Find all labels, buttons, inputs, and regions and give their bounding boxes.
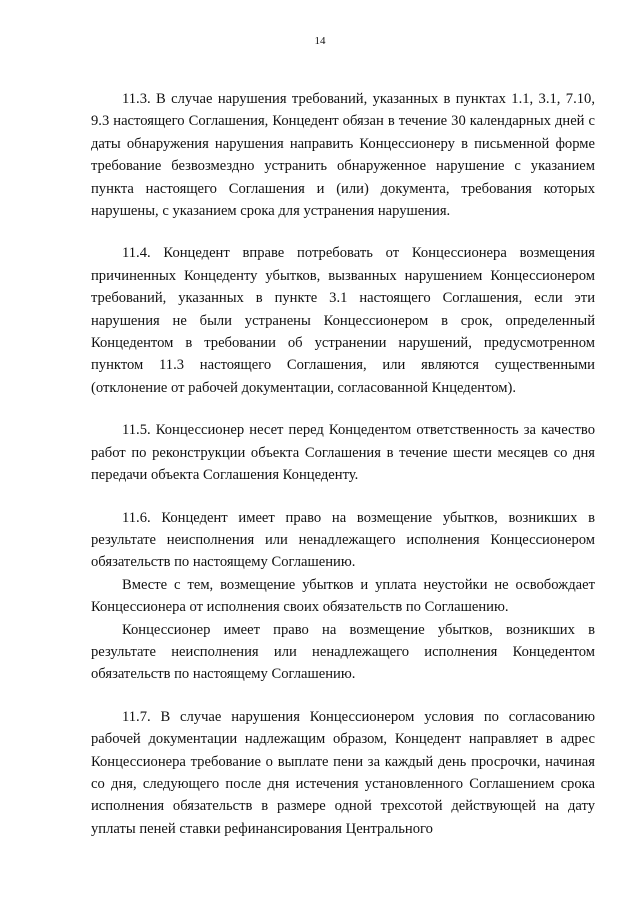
document-body [91,88,595,840]
page-number: 14 [314,35,326,47]
paragraph-11-3: 11.3. В случае нарушения требований, указанных в пунктах 1.1, 3.1, 7.10, 9.3 настоящего Соглашения, Концедент обязан в течение 30 календарных дней с даты обнаружения нарушения направить Концессионеру в письменной форме требование безвозмездно устранить обнаруженное нарушение с указанием пункта настоящего Соглашения и (или) документа, требования которых нарушены, с указанием срока для устранения нарушения. [91,91,595,220]
paragraph-11-5: 11.5. Концессионер несет перед Концедентом ответственность за качество работ по реконструкции объекта Соглашения в течение шести месяцев со дня передачи объекта Соглашения Концеденту. [91,422,595,484]
paragraph-11-6-continuation-2: Концессионер имеет право на возмещение убытков, возникших в результате неисполнения или ненадлежащего исполнения Концедентом обязательств по настоящему Соглашению. [91,621,595,683]
paragraph-11-6: 11.6. Концедент имеет право на возмещение убытков, возникших в результате неисполнения или ненадлежащего исполнения Концессионером обязательств по настоящему Соглашению. [91,509,595,571]
paragraph-11-6-continuation-1: Вместе с тем, возмещение убытков и уплата неустойки не освобождает Концессионера от исполнения своих обязательств по Соглашению. [91,576,595,616]
paragraph-11-7: 11.7. В случае нарушения Концессионером условия по согласованию рабочей документации надлежащим образом, Концедент направляет в адрес Концессионера требование о выплате пени за каждый день просрочки, начиная со дня, следующего после дня истечения установленного Соглашением срока исполнения обязательств в размере одной трехсотой действующей на дату уплаты пеней ставки рефинансирования Центрального [91,708,595,837]
paragraph-11-4: 11.4. Концедент вправе потребовать от Концессионера возмещения причиненных Концеденту убытков, вызванных нарушением Концессионером требований, указанных в пункте 3.1 настоящего Соглашения, если эти нарушения не были устранены Концессионером в срок, определенный Концедентом в требовании об устранении нарушений, предусмотренном пунктом 11.3 настоящего Соглашения, или являются существенными (отклонение от рабочей документации, согласованной Кнцедентом). [91,245,595,396]
